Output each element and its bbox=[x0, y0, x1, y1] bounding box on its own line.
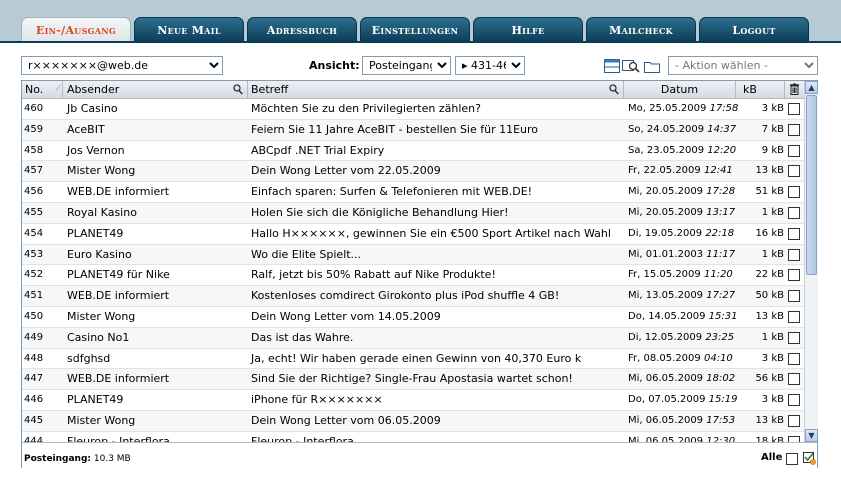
tab-adressbuch[interactable]: Adressbuch bbox=[247, 17, 357, 42]
row-day: Mi, bbox=[628, 373, 643, 385]
row-checkbox[interactable] bbox=[788, 245, 800, 261]
row-number: 459 bbox=[24, 123, 44, 135]
row-size: 13 kB bbox=[755, 310, 784, 322]
row-time: 17:27 bbox=[706, 290, 736, 302]
row-time: 18:02 bbox=[706, 373, 736, 385]
tab-underline bbox=[0, 41, 841, 43]
row-sender[interactable]: WEB.DE informiert bbox=[67, 289, 170, 303]
row-number: 452 bbox=[24, 269, 44, 281]
table-row[interactable] bbox=[22, 161, 804, 182]
row-time: 12:20 bbox=[707, 144, 737, 156]
row-date bbox=[628, 369, 736, 389]
row-checkbox[interactable] bbox=[788, 203, 800, 219]
row-date-value: 06.05.2009 bbox=[645, 373, 704, 385]
mail-list-panel bbox=[21, 80, 818, 468]
tab-hilfe[interactable]: Hilfe bbox=[473, 17, 583, 42]
scroll-thumb[interactable] bbox=[806, 95, 817, 275]
row-number: 453 bbox=[24, 248, 44, 260]
select-all-checkbox[interactable] bbox=[786, 453, 798, 465]
table-row[interactable] bbox=[22, 99, 804, 120]
row-date bbox=[628, 349, 732, 369]
row-sender[interactable]: Royal Kasino bbox=[67, 205, 137, 219]
row-date-value: 19.05.2009 bbox=[644, 227, 703, 239]
row-number: 456 bbox=[24, 186, 44, 198]
table-footer bbox=[22, 442, 817, 468]
row-day: Sa, bbox=[628, 144, 644, 156]
row-size: 3 kB bbox=[761, 394, 784, 406]
table-row[interactable] bbox=[22, 203, 804, 224]
row-checkbox[interactable] bbox=[788, 120, 800, 136]
row-size: 22 kB bbox=[755, 269, 784, 281]
row-time: 13:17 bbox=[706, 206, 736, 218]
row-subject[interactable]: Feiern Sie 11 Jahre AceBIT - bestellen Sie für 11Euro bbox=[251, 122, 539, 136]
row-sender[interactable]: PLANET49 bbox=[67, 393, 124, 407]
row-day: Do, bbox=[628, 310, 645, 322]
row-day: Mi, bbox=[628, 186, 643, 198]
row-date-value: 13.05.2009 bbox=[645, 290, 704, 302]
row-date bbox=[628, 390, 738, 410]
scroll-up-button[interactable]: ▲ bbox=[805, 81, 818, 94]
row-date-value: 08.05.2009 bbox=[643, 352, 701, 364]
folder-icon[interactable] bbox=[643, 57, 661, 75]
row-date-value: 14.05.2009 bbox=[648, 310, 706, 322]
row-checkbox[interactable] bbox=[788, 349, 800, 365]
row-size: 13 kB bbox=[755, 414, 784, 426]
row-day: Mi, bbox=[628, 248, 643, 260]
row-date bbox=[628, 411, 736, 431]
header-betreff-label: Betreff bbox=[251, 83, 289, 96]
mail-rows bbox=[22, 99, 804, 453]
table-row[interactable] bbox=[22, 265, 804, 286]
row-sender[interactable]: AceBIT bbox=[67, 122, 105, 136]
aktion-select[interactable] bbox=[668, 56, 818, 75]
row-checkbox[interactable] bbox=[788, 224, 800, 240]
row-subject[interactable]: Ja, echt! Wir haben gerade einen Gewinn von 40,370 Euro k bbox=[251, 351, 582, 365]
table-row[interactable] bbox=[22, 286, 804, 307]
row-date-value: 24.05.2009 bbox=[646, 123, 705, 135]
table-row[interactable] bbox=[22, 245, 804, 266]
table-row[interactable] bbox=[22, 349, 804, 370]
row-number: 457 bbox=[24, 165, 44, 177]
row-day: Fr, bbox=[628, 269, 641, 281]
row-day: Mi, bbox=[628, 414, 643, 426]
row-date bbox=[628, 203, 736, 223]
header-no[interactable] bbox=[22, 81, 63, 98]
row-day: Di, bbox=[628, 331, 642, 343]
row-checkbox[interactable] bbox=[788, 161, 800, 177]
table-row[interactable] bbox=[22, 141, 804, 162]
row-checkbox[interactable] bbox=[788, 286, 800, 302]
row-date-value: 20.05.2009 bbox=[645, 206, 704, 218]
row-date-value: 23.05.2009 bbox=[646, 144, 705, 156]
row-checkbox[interactable] bbox=[788, 390, 800, 406]
folder-size-status bbox=[24, 454, 131, 464]
row-sender[interactable]: WEB.DE informiert bbox=[67, 372, 170, 386]
window-icon[interactable] bbox=[603, 57, 621, 75]
row-date-value: 06.05.2009 bbox=[645, 414, 704, 426]
row-date bbox=[628, 182, 736, 202]
table-row[interactable] bbox=[22, 307, 804, 328]
row-subject[interactable]: iPhone für R××××××× bbox=[251, 393, 383, 407]
row-day: So, bbox=[628, 123, 644, 135]
ansicht-label: Ansicht: bbox=[309, 59, 360, 72]
row-number: 448 bbox=[24, 352, 44, 364]
table-header bbox=[22, 81, 804, 99]
row-sender[interactable]: PLANET49 bbox=[67, 226, 124, 240]
trash-icon[interactable] bbox=[785, 81, 804, 98]
row-date-value: 12.05.2009 bbox=[644, 331, 703, 343]
tab-mailcheck[interactable]: Mailcheck bbox=[586, 17, 696, 42]
row-date-value: 22.05.2009 bbox=[643, 165, 701, 177]
ansicht-select[interactable] bbox=[362, 56, 451, 75]
row-date bbox=[628, 141, 737, 161]
row-day: Fr, bbox=[628, 352, 641, 364]
row-subject[interactable]: Kostenloses comdirect Girokonto plus iPod shuffle 4 GB! bbox=[251, 289, 560, 303]
row-time: 15:19 bbox=[708, 394, 738, 406]
row-size: 7 kB bbox=[761, 123, 784, 135]
row-sender[interactable]: Mister Wong bbox=[67, 309, 136, 323]
row-size: 13 kB bbox=[755, 165, 784, 177]
row-number: 460 bbox=[24, 103, 44, 114]
row-subject[interactable]: Dein Wong Letter vom 22.05.2009 bbox=[251, 164, 441, 178]
row-checkbox[interactable] bbox=[788, 369, 800, 385]
row-sender[interactable]: Jb Casino bbox=[67, 102, 118, 115]
table-row[interactable] bbox=[22, 328, 804, 349]
row-day: Do, bbox=[628, 394, 645, 406]
row-size: 16 kB bbox=[755, 227, 784, 239]
row-subject[interactable]: Holen Sie sich die Königliche Behandlung Hier! bbox=[251, 205, 509, 219]
scroll-down-button[interactable]: ▼ bbox=[805, 429, 818, 442]
row-number: 447 bbox=[24, 373, 44, 385]
select-all-label: Alle bbox=[761, 452, 783, 463]
tab-neue-mail[interactable]: Neue Mail bbox=[134, 17, 244, 42]
row-time: 15:31 bbox=[708, 310, 738, 322]
table-row[interactable] bbox=[22, 120, 804, 141]
row-subject[interactable]: Dein Wong Letter vom 06.05.2009 bbox=[251, 413, 441, 427]
main-tabs bbox=[21, 17, 809, 42]
row-day: Di, bbox=[628, 227, 642, 239]
row-date bbox=[628, 286, 736, 306]
row-time: 11:20 bbox=[703, 269, 733, 281]
header-betreff[interactable] bbox=[248, 81, 624, 98]
row-size: 51 kB bbox=[755, 186, 784, 198]
row-time: 17:58 bbox=[709, 103, 739, 114]
row-date-value: 25.05.2009 bbox=[649, 103, 707, 114]
row-size: 1 kB bbox=[761, 248, 784, 260]
table-row[interactable] bbox=[22, 411, 804, 432]
row-size: 1 kB bbox=[761, 331, 784, 343]
row-time: 22:18 bbox=[705, 227, 735, 239]
row-subject[interactable]: Das ist das Wahre. bbox=[251, 330, 354, 344]
row-sender[interactable]: Mister Wong bbox=[67, 164, 136, 178]
row-number: 454 bbox=[24, 227, 44, 239]
sort-icon: ⁄ bbox=[57, 84, 59, 94]
folder-size-value: 10.3 MB bbox=[93, 454, 131, 464]
row-time: 12:41 bbox=[703, 165, 733, 177]
table-row[interactable] bbox=[22, 390, 804, 411]
table-row[interactable] bbox=[22, 369, 804, 390]
row-sender[interactable]: Casino No1 bbox=[67, 330, 130, 344]
row-time: 17:28 bbox=[706, 186, 736, 198]
row-date bbox=[628, 120, 737, 140]
row-day: Mo, bbox=[628, 103, 646, 114]
row-date-value: 20.05.2009 bbox=[645, 186, 704, 198]
header-absender[interactable] bbox=[63, 81, 248, 98]
row-subject[interactable]: Möchten Sie zu den Privilegierten zählen? bbox=[251, 102, 481, 115]
header-datum[interactable]: Datum bbox=[624, 81, 736, 98]
row-size: 56 kB bbox=[755, 373, 784, 385]
row-date bbox=[628, 224, 735, 244]
row-subject[interactable]: Sind Sie der Richtige? Single-Frau Apostasia wartet schon! bbox=[251, 372, 573, 386]
header-absender-label: Absender bbox=[67, 83, 120, 96]
row-sender[interactable]: PLANET49 für Nike bbox=[67, 268, 170, 282]
vertical-scrollbar[interactable] bbox=[804, 81, 818, 442]
header-kb[interactable]: kB bbox=[736, 81, 785, 98]
row-date bbox=[628, 328, 735, 348]
row-time: 23:25 bbox=[705, 331, 735, 343]
row-subject[interactable]: Ralf, jetzt bis 50% Rabatt auf Nike Produkte! bbox=[251, 268, 496, 282]
row-date bbox=[628, 99, 739, 119]
account-select[interactable] bbox=[21, 56, 223, 75]
row-checkbox[interactable] bbox=[788, 141, 800, 157]
row-checkbox[interactable] bbox=[788, 411, 800, 427]
row-sender[interactable]: Mister Wong bbox=[67, 413, 136, 427]
betreff-search-icon[interactable] bbox=[609, 83, 619, 100]
row-checkbox[interactable] bbox=[788, 265, 800, 281]
row-date-value: 01.01.2003 bbox=[645, 248, 704, 260]
tab-logout[interactable]: Logout bbox=[699, 17, 809, 42]
row-number: 458 bbox=[24, 144, 44, 156]
row-day: Fr, bbox=[628, 165, 641, 177]
row-date bbox=[628, 245, 736, 265]
row-time: 11:17 bbox=[706, 248, 736, 260]
row-number: 455 bbox=[24, 206, 44, 218]
table-row[interactable] bbox=[22, 182, 804, 203]
row-size: 3 kB bbox=[761, 352, 784, 364]
row-size: 1 kB bbox=[761, 206, 784, 218]
row-sender[interactable]: Jos Vernon bbox=[67, 143, 125, 157]
search-icon[interactable] bbox=[622, 57, 640, 75]
row-date-value: 15.05.2009 bbox=[643, 269, 701, 281]
absender-search-icon[interactable] bbox=[233, 83, 243, 100]
row-size: 9 kB bbox=[761, 144, 784, 156]
row-number: 451 bbox=[24, 290, 44, 302]
row-subject[interactable]: Dein Wong Letter vom 14.05.2009 bbox=[251, 309, 441, 323]
row-subject[interactable]: Wo die Elite Spielt... bbox=[251, 247, 362, 261]
row-checkbox[interactable] bbox=[788, 182, 800, 198]
row-size: 50 kB bbox=[755, 290, 784, 302]
row-checkbox[interactable] bbox=[788, 328, 800, 344]
row-number: 449 bbox=[24, 331, 44, 343]
toolbar bbox=[21, 56, 818, 76]
row-sender[interactable]: sdfghsd bbox=[67, 351, 111, 365]
row-sender[interactable]: WEB.DE informiert bbox=[67, 185, 170, 199]
row-subject[interactable]: Einfach sparen: Surfen & Telefonieren mit WEB.DE! bbox=[251, 185, 533, 199]
tab-ein-ausgang[interactable]: Ein-/Ausgang bbox=[21, 17, 131, 42]
row-sender[interactable]: Euro Kasino bbox=[67, 247, 132, 261]
row-time: 04:10 bbox=[703, 352, 733, 364]
checkmark-icon[interactable] bbox=[803, 452, 816, 468]
row-number: 446 bbox=[24, 394, 44, 406]
row-date bbox=[628, 307, 738, 327]
row-number: 450 bbox=[24, 310, 44, 322]
row-checkbox[interactable] bbox=[788, 307, 800, 323]
row-day: Mi, bbox=[628, 206, 643, 218]
row-time: 14:37 bbox=[707, 123, 737, 135]
folder-size-label: Posteingang: bbox=[24, 454, 91, 464]
header-no-label: No. bbox=[25, 83, 44, 96]
row-size: 3 kB bbox=[761, 103, 784, 114]
tab-einstellungen[interactable]: Einstellungen bbox=[360, 17, 470, 42]
range-select[interactable] bbox=[455, 56, 525, 75]
row-time: 17:53 bbox=[706, 414, 736, 426]
row-date-value: 07.05.2009 bbox=[648, 394, 706, 406]
row-subject[interactable]: ABCpdf .NET Trial Expiry bbox=[251, 143, 385, 157]
table-row[interactable] bbox=[22, 224, 804, 245]
row-day: Mi, bbox=[628, 290, 643, 302]
row-checkbox[interactable] bbox=[788, 99, 800, 115]
row-date bbox=[628, 161, 732, 181]
row-number: 445 bbox=[24, 414, 44, 426]
row-date bbox=[628, 265, 732, 285]
row-subject[interactable]: Hallo H××××××, gewinnen Sie ein €500 Sport Artikel nach Wahl bbox=[251, 226, 611, 240]
